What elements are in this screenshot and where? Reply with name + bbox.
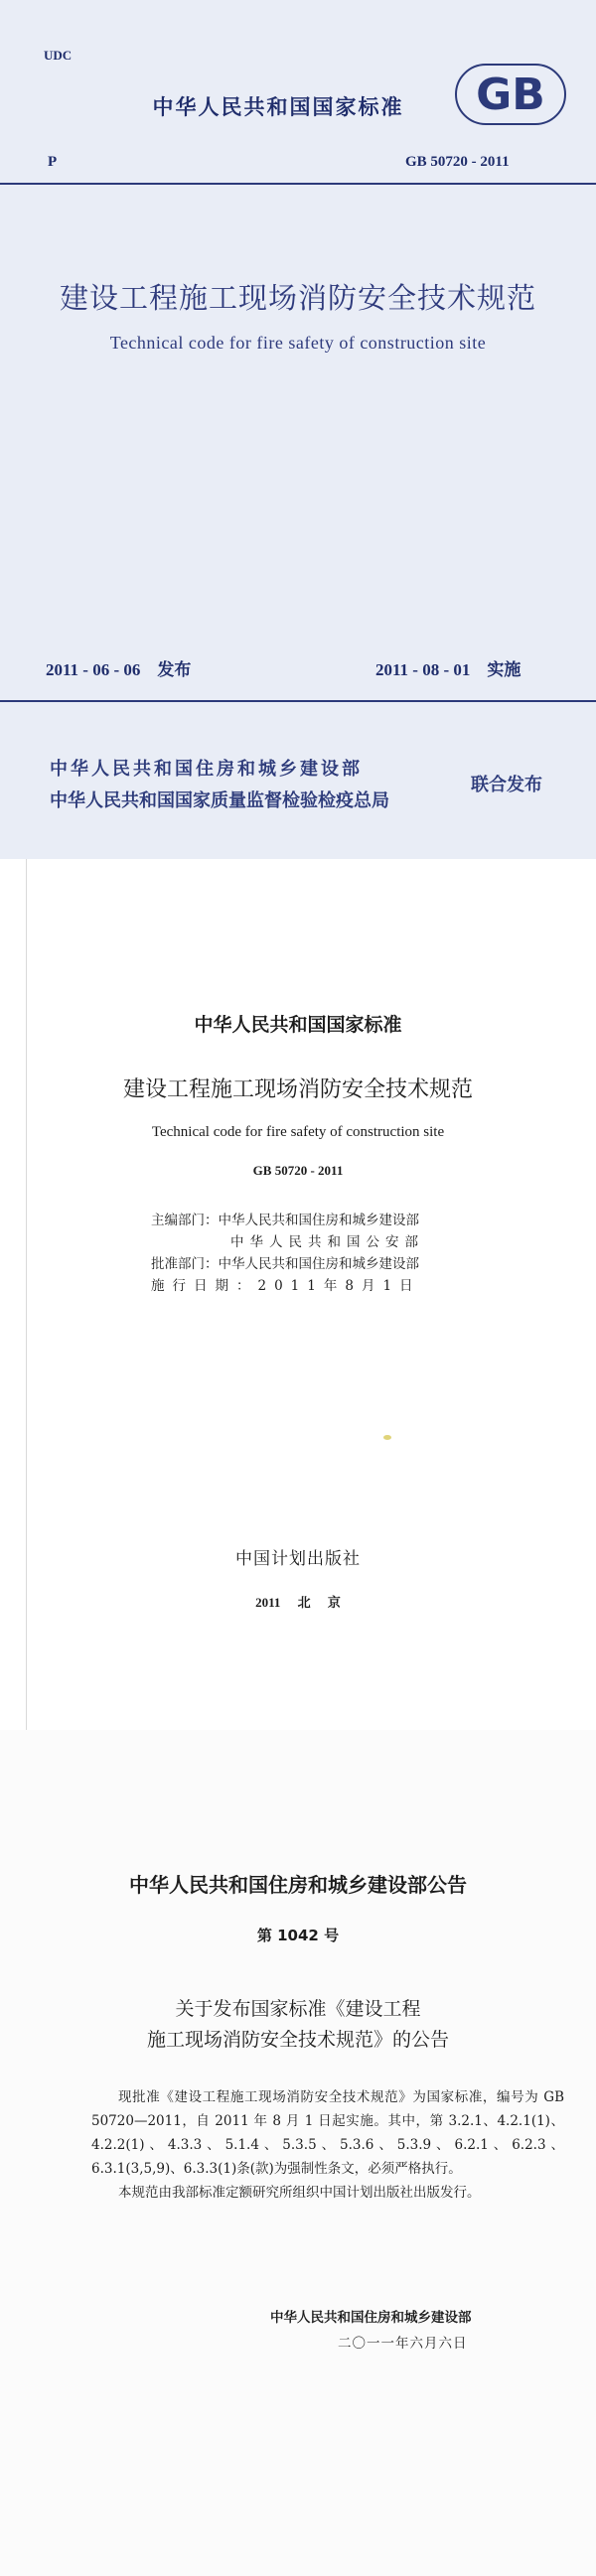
title-page-code: GB 50720 - 2011	[252, 1163, 344, 1178]
announcement-page	[0, 1730, 596, 2576]
announcement-date: 二〇一一年六月六日	[338, 2336, 468, 2352]
title-page-title-en: Technical code for fire safety of construction site	[151, 1124, 445, 1140]
publish-place-year: 2011 北 京	[255, 1595, 341, 1610]
issuer-aqsiq: 中华人民共和国国家质量监督检验检疫总局	[50, 790, 389, 811]
announcement-paragraph-1: 现批准《建设工程施工现场消防安全技术规范》为国家标准，编号为 GB 50720—2011，自 2011 年 8 月 1 日起实施。其中，第 3.2.1、4.2.1(1)、4.2.2(1)、4.3.3、5.1.4、5.3.5、5.3.6、5.3.9、6.2.1、6.2.3、6.3.1(3,5,9)、6.3.3(1)条(款)为强制性条文，必须严格执行。	[91, 2089, 564, 2177]
category-label: P	[48, 154, 58, 170]
gb-logo-icon	[455, 64, 566, 125]
cover-page	[0, 0, 596, 859]
standard-code: GB 50720 - 2011	[405, 154, 510, 170]
implementation-date: 2011 - 08 - 01 实施	[375, 660, 522, 679]
announcement-subject-2: 施工现场消防安全技术规范》的公告	[146, 2029, 449, 2051]
announcement-heading: 中华人民共和国住房和城乡建设部公告	[129, 1873, 467, 1897]
announcement-body	[91, 2085, 564, 2205]
announcement-subject-1: 关于发布国家标准《建设工程	[175, 1998, 421, 2020]
announcement-issuer: 中华人民共和国住房和城乡建设部	[270, 2310, 472, 2326]
standard-type: 中华人民共和国国家标准	[152, 95, 404, 119]
gb-logo-text: GB	[476, 70, 545, 120]
cover-title-en: Technical code for fire safety of construction site	[109, 333, 487, 353]
title-page-title-cn: 建设工程施工现场消防安全技术规范	[122, 1077, 473, 1102]
effective-date: 施行日期：2011年8月1日	[151, 1278, 421, 1294]
title-page	[0, 859, 596, 1730]
bottom-divider	[0, 700, 596, 702]
co-editor-dept: 中华人民共和国公安部	[230, 1234, 424, 1250]
approval-dept: 批准部门：中华人民共和国住房和城乡建设部	[151, 1256, 419, 1272]
joint-issue-label: 联合发布	[471, 775, 542, 795]
issue-date: 2011 - 06 - 06 发布	[46, 660, 192, 679]
udc-label: UDC	[44, 48, 73, 63]
issuer-ministry: 中华人民共和国住房和城乡建设部	[50, 759, 363, 780]
publisher: 中国计划出版社	[235, 1549, 361, 1569]
announcement-number: 第 1042 号	[256, 1927, 340, 1944]
chief-editor-dept: 主编部门：中华人民共和国住房和城乡建设部	[151, 1213, 419, 1228]
title-page-standard-type: 中华人民共和国国家标准	[194, 1014, 402, 1036]
paper-mark	[383, 1435, 391, 1440]
top-divider	[0, 183, 596, 185]
cover-title-cn: 建设工程施工现场消防安全技术规范	[59, 281, 536, 315]
announcement-paragraph-2: 本规范由我部标准定额研究所组织中国计划出版社出版发行。	[118, 2185, 481, 2201]
